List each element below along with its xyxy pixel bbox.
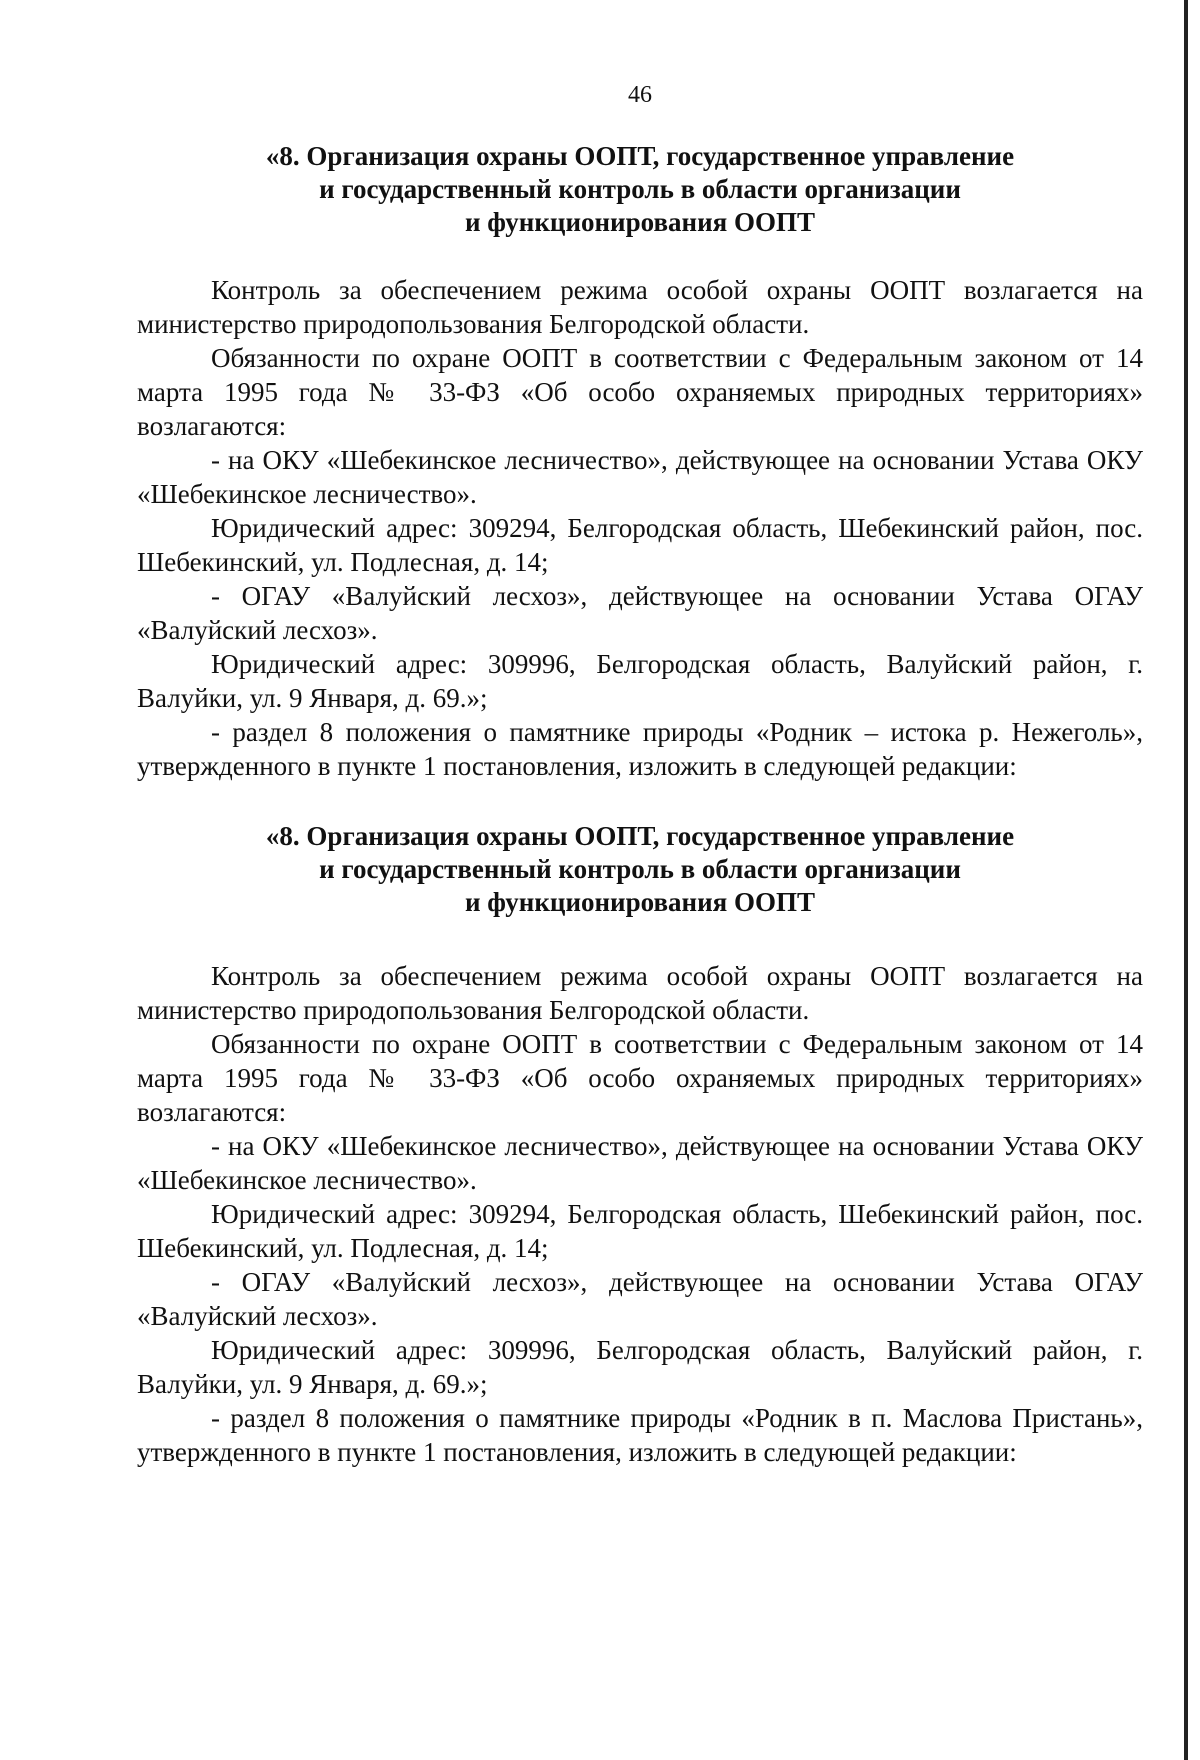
heading-line: и государственный контроль в области организации xyxy=(319,854,961,884)
paragraph: Обязанности по охране ООПТ в соответствии с Федеральным законом от 14 марта 1995 года № 33-ФЗ «Об особо охраняемых природных территориях» возлагаются: xyxy=(137,1029,1143,1127)
section-heading xyxy=(137,140,1143,239)
heading-line: и функционирования ООПТ xyxy=(464,887,816,917)
paragraph: - на ОКУ «Шебекинское лесничество», действующее на основании Устава ОКУ «Шебекинское лесничество». xyxy=(137,1131,1143,1195)
heading-line: «8. Организация охраны ООПТ, государственное управление xyxy=(265,821,1015,851)
heading-line: и государственный контроль в области организации xyxy=(319,174,961,204)
paragraph: - ОГАУ «Валуйский лесхоз», действующее на основании Устава ОГАУ «Валуйский лесхоз». xyxy=(137,1267,1143,1331)
scan-edge-line xyxy=(1184,0,1188,1760)
heading-line: «8. Организация охраны ООПТ, государственное управление xyxy=(265,141,1015,171)
page-number: 46 xyxy=(628,82,652,108)
paragraph: Юридический адрес: 309996, Белгородская область, Валуйский район, г. Валуйки, ул. 9 Января, д. 69.»; xyxy=(137,649,1143,713)
paragraph: - раздел 8 положения о памятнике природы «Родник в п. Маслова Пристань», утвержденного в пункте 1 постановления, изложить в следующей редакции: xyxy=(137,1403,1143,1467)
paragraph: Контроль за обеспечением режима особой охраны ООПТ возлагается на министерство природопользования Белгородской области. xyxy=(137,275,1143,339)
paragraph: Контроль за обеспечением режима особой охраны ООПТ возлагается на министерство природопользования Белгородской области. xyxy=(137,961,1143,1025)
paragraph: Юридический адрес: 309294, Белгородская область, Шебекинский район, пос. Шебекинский, ул. Подлесная, д. 14; xyxy=(137,1199,1143,1263)
section-body xyxy=(137,959,1143,1469)
section-body xyxy=(137,273,1143,783)
paragraph: - ОГАУ «Валуйский лесхоз», действующее на основании Устава ОГАУ «Валуйский лесхоз». xyxy=(137,581,1143,645)
section-2 xyxy=(137,820,1143,1469)
section-heading xyxy=(137,820,1143,919)
paragraph: Юридический адрес: 309294, Белгородская область, Шебекинский район, пос. Шебекинский, ул. Подлесная, д. 14; xyxy=(137,513,1143,577)
paragraph: Обязанности по охране ООПТ в соответствии с Федеральным законом от 14 марта 1995 года № 33-ФЗ «Об особо охраняемых природных территориях» возлагаются: xyxy=(137,343,1143,441)
paragraph: - на ОКУ «Шебекинское лесничество», действующее на основании Устава ОКУ «Шебекинское лесничество». xyxy=(137,445,1143,509)
paragraph: - раздел 8 положения о памятнике природы «Родник – истока р. Нежеголь», утвержденного в пункте 1 постановления, изложить в следующей редакции: xyxy=(137,717,1143,781)
section-1 xyxy=(137,140,1143,783)
heading-line: и функционирования ООПТ xyxy=(464,207,816,237)
paragraph: Юридический адрес: 309996, Белгородская область, Валуйский район, г. Валуйки, ул. 9 Января, д. 69.»; xyxy=(137,1335,1143,1399)
